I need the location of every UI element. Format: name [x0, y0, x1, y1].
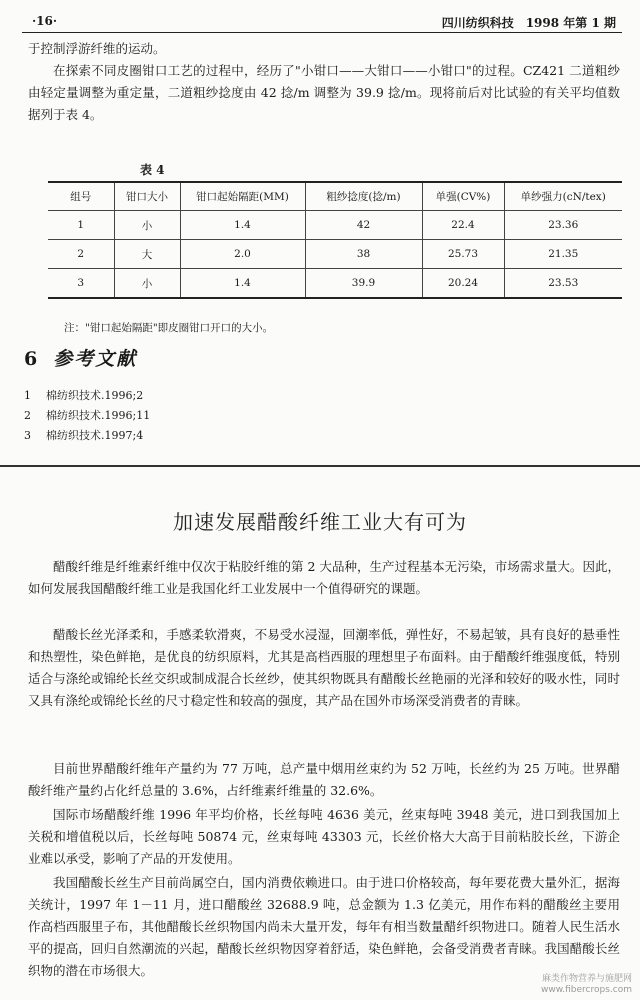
- table-cell: 23.36: [504, 211, 622, 240]
- table-cell: 38: [305, 240, 422, 269]
- watermark-line-1: 麻类作物营养与施肥网: [541, 974, 632, 984]
- reference-item: [24, 426, 150, 446]
- table-note: 注："钳口起始隔距"即皮圈钳口开口的大小。: [64, 322, 274, 334]
- table-cell: 2: [48, 240, 114, 269]
- table-header-row: [48, 182, 622, 211]
- journal-name: 四川纺织科技 1998 年第 1 期: [441, 16, 616, 30]
- table-cell: 42: [305, 211, 422, 240]
- table-cell: 23.53: [504, 269, 622, 299]
- table-cell: 39.9: [305, 269, 422, 299]
- running-header: [22, 8, 622, 33]
- article-paragraph-4: 国际市场醋酸纤维 1996 年平均价格，长丝每吨 4636 美元，丝束每吨 3948 美元，进口到我国加上关税和增值税以后，长丝每吨 50874 元，丝束每吨 43303 元，长丝价格大大高于目前粘胶长丝，下游企业难以承受，影响了产品的开发使用。: [28, 807, 620, 866]
- table-row: [48, 211, 622, 240]
- col-header-strength-cv: 单强(CV%): [422, 182, 504, 211]
- watermark-line-2: www.fibercrops.com: [541, 985, 632, 995]
- table-cell: 1: [48, 211, 114, 240]
- table-cell: 1.4: [180, 211, 305, 240]
- article-title: 加速发展醋酸纤维工业大有可为: [173, 510, 467, 534]
- table-cell: 1.4: [180, 269, 305, 299]
- table-cell: 2.0: [180, 240, 305, 269]
- table-cell: 3: [48, 269, 114, 299]
- reference-text: 棉纺织技术.1996;2: [46, 389, 144, 402]
- col-header-yarn-strength: 单纱强力(cN/tex): [504, 182, 622, 211]
- table-cell: 大: [114, 240, 180, 269]
- intro-paragraph-2: 在探索不同皮圈钳口工艺的过程中，经历了"小钳口——大钳口——小钳口"的过程。CZ421 二道粗纱由轻定量调整为重定量，二道粗纱捻度由 42 捻/m 调整为 39.9 捻/m。现将前后对比试验的有关平均值数据列于表 4。: [28, 63, 620, 122]
- article-paragraph-1: 醋酸纤维是纤维素纤维中仅次于粘胶纤维的第 2 大品种，生产过程基本无污染，市场需求量大。因此，如何发展我国醋酸纤维工业是我国化纤工业发展中一个值得研究的课题。: [28, 559, 620, 596]
- page-number: ·16·: [32, 14, 58, 28]
- col-header-nip-gauge: 钳口起始隔距(MM): [180, 182, 305, 211]
- table-cell: 小: [114, 269, 180, 299]
- reference-item: [24, 386, 150, 406]
- reference-number: 3: [24, 429, 31, 442]
- section-number: 6: [24, 348, 38, 370]
- reference-text: 棉纺织技术.1996;11: [46, 409, 151, 422]
- table-row: [48, 269, 622, 299]
- table-cell: 小: [114, 211, 180, 240]
- col-header-group: 组号: [48, 182, 114, 211]
- watermark: [541, 974, 632, 996]
- reference-item: [24, 406, 150, 426]
- section-title: 参考文献: [53, 348, 138, 370]
- reference-text: 棉纺织技术.1997;4: [46, 429, 144, 442]
- col-header-nip-size: 钳口大小: [114, 182, 180, 211]
- col-header-roving-twist: 粗纱捻度(捻/m): [305, 182, 422, 211]
- reference-number: 1: [24, 389, 31, 402]
- article-paragraph-5: 我国醋酸长丝生产目前尚属空白，国内消费依赖进口。由于进口价格较高，每年要花费大量外汇，据海关统计，1997 年 1－11 月，进口醋酸丝 32688.9 吨，总金额为 1.3 亿美元，用作布料的醋酸丝主要用作高档西服里子布，其他醋酸长丝织物国内尚未大量开发，每年有相当数量醋纤织物进口。随着人民生活水平的提高，回归自然潮流的兴起，醋酸长丝织物因穿着舒适，染色鲜艳，会备受消费者青睐。我国醋酸长丝织物的潜在市场很大。: [28, 875, 620, 978]
- article-paragraph-3: 目前世界醋酸纤维年产量约为 77 万吨，总产量中烟用丝束约为 52 万吨，长丝约为 25 万吨。世界醋酸纤维产量约占化纤总量的 3.6%，占纤维素纤维量的 32.6%。: [28, 761, 620, 798]
- table-row: [48, 240, 622, 269]
- article-paragraph-2: 醋酸长丝光泽柔和，手感柔软滑爽，不易受水浸湿，回潮率低，弹性好，不易起皱，具有良好的悬垂性和热塑性，染色鲜艳，是优良的纺织原料，尤其是高档西服的理想里子布面料。由于醋酸纤维强度低，特别适合与涤纶或锦纶长丝交织或制成混合长丝纱，使其织物既具有醋酸长丝艳丽的光泽和较好的吸水性，同时又具有涤纶或锦纶长丝的尺寸稳定性和较高的强度，其产品在国外市场深受消费者的青睐。: [28, 627, 620, 708]
- table-cell: 20.24: [422, 269, 504, 299]
- table-cell: 25.73: [422, 240, 504, 269]
- section-heading: [24, 344, 137, 371]
- reference-list: [24, 386, 150, 446]
- table-caption: 表 4: [140, 163, 165, 177]
- data-table: [48, 181, 622, 299]
- table-cell: 22.4: [422, 211, 504, 240]
- intro-paragraph-1: 于控制浮游纤维的运动。: [28, 41, 166, 56]
- section-divider: [0, 465, 640, 467]
- reference-number: 2: [24, 409, 31, 422]
- table-cell: 21.35: [504, 240, 622, 269]
